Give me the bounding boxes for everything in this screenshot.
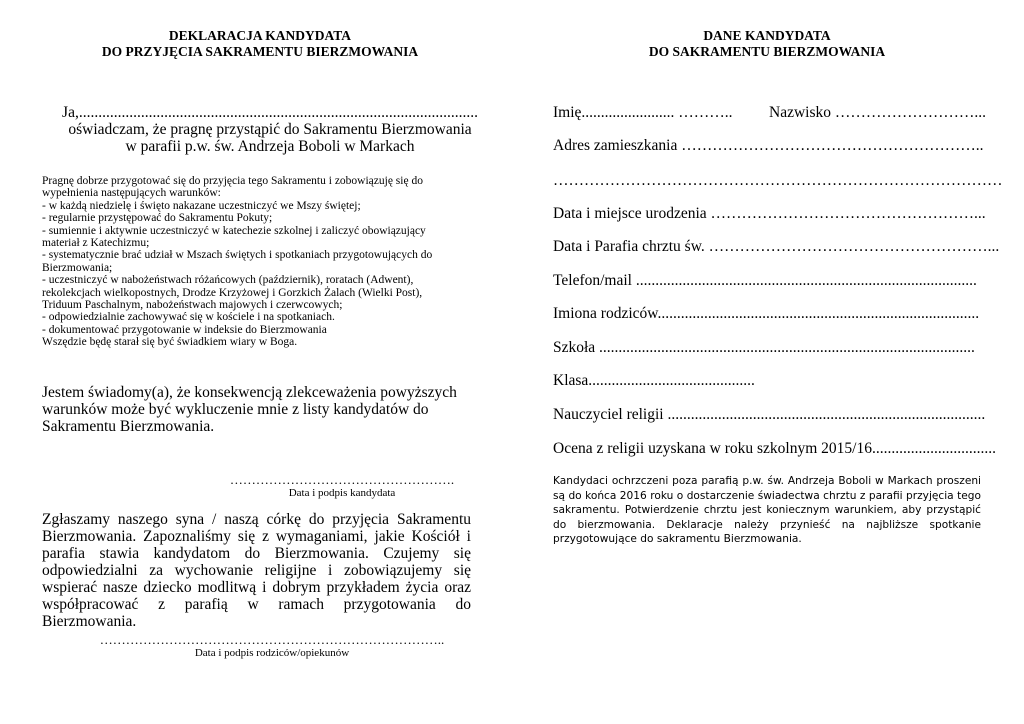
class-field[interactable]: Klasa........................................... [553, 372, 755, 389]
candidate-signature [212, 473, 472, 500]
baptism-date-parish-field[interactable]: Data i Parafia chrztu św. ………………………………………………... [553, 238, 1000, 255]
consequence-statement [42, 384, 472, 435]
parents-names-field[interactable]: Imiona rodziców................................................................................... [553, 305, 980, 322]
consequence-line: Jestem świadomy(a), że konsekwencją zlekceważenia powyższych [42, 384, 457, 401]
parent-signature-caption: Data i podpis rodziców/opiekunów [194, 647, 350, 659]
candidate-name-line[interactable]: Ja,....................................................................................................... [62, 104, 478, 121]
religion-grade-field[interactable]: Ocena z religii uzyskana w roku szkolnym 2015/16................................ [553, 440, 996, 457]
candidate-declaration [60, 104, 480, 155]
religion-teacher-field[interactable]: Nauczyciel religii .................................................................................. [553, 406, 986, 423]
condition-line: Wszędzie będę starał się być świadkiem wiary w Boga. [42, 336, 298, 349]
condition-line: - sumiennie i aktywnie uczestniczyć w katechezie szkolnej i zaliczyć obowiązujący [42, 224, 426, 237]
candidate-data-title-line1: DANE KANDYDATA [703, 28, 831, 43]
parent-signature-field[interactable]: …………………………………………………………………….. [99, 632, 445, 647]
condition-line: - w każdą niedzielę i święto nakazane uczestniczyć we Mszy świętej; [42, 199, 361, 212]
candidate-signature-caption: Data i podpis kandydata [288, 487, 396, 499]
parent-statement: Zgłaszamy naszego syna / naszą córkę do przyjęcia Sakramentu Bierzmowania. Zapoznaliśmy się z wymaganiami, jakie Kościół i parafia stawia kandydatom do Bierzmowania. Czujemy się odpowiedzialni za wychowanie religijne i zobowiązujemy się wspierać nasze dziecko modlitwą i dobrym przykładem życia oraz współpracować z parafią w ramach przygotowania do Bierzmowania. [42, 511, 471, 630]
declaration-text-line: oświadczam, że pragnę przystąpić do Sakramentu Bierzmowania [68, 121, 472, 138]
condition-line: - regularnie przystępować do Sakramentu Pokuty; [42, 212, 273, 225]
condition-line: Triduum Paschalnym, nabożeństwach majowych i czerwcowych; [42, 299, 343, 312]
address-field[interactable]: Adres zamieszkania ………………………………………………….. [553, 137, 984, 154]
condition-line: rekolekcjach wielkopostnych, Drodze Krzyżowej i Gorzkich Żalach (Wielki Post), [42, 286, 423, 299]
declaration-title-line2: DO PRZYJĘCIA SAKRAMENTU BIERZMOWANIA [101, 44, 419, 59]
condition-line: wypełnienia następujących warunków: [42, 187, 221, 200]
condition-line: Bierzmowania; [42, 261, 113, 274]
condition-line: - systematycznie brać udział w Mszach świętych i spotkaniach przygotowujących do [42, 249, 433, 262]
declaration-title [40, 28, 480, 60]
phone-email-field[interactable]: Telefon/mail ........................................................................................ [553, 272, 977, 289]
condition-line: - dokumentować przygotowanie w indeksie do Bierzmowania [42, 323, 327, 336]
consequence-line: Sakramentu Bierzmowania. [42, 418, 215, 435]
declaration-parish-line: w parafii p.w. św. Andrzeja Boboli w Markach [125, 138, 415, 155]
condition-line: materiał z Katechizmu; [42, 237, 150, 250]
baptism-certificate-note: Kandydaci ochrzczeni poza parafią p.w. św. Andrzeja Boboli w Markach proszeni są do końca 2016 roku o dostarczenie świadectwa chrztu z parafii przyjęcia tego sakramentu. Potwierdzenie chrztu jest koniecznym warunkiem, aby przystąpić do bierzmowania. Deklaracje należy przynieść na najbliższe spotkanie przygotowujące do sakramentu Bierzmowania. [553, 475, 981, 545]
first-name-field[interactable]: Imię........................ ……….. [553, 104, 733, 121]
candidate-data-title [542, 28, 992, 60]
candidate-data-title-line2: DO SAKRAMENTU BIERZMOWANIA [648, 44, 886, 59]
condition-line: - uczestniczyć w nabożeństwach różańcowych (październik), roratach (Adwent), [42, 274, 414, 287]
last-name-field[interactable]: Nazwisko ………………………... [769, 104, 986, 121]
condition-line: - odpowiedzialnie zachowywać się w kościele i na spotkaniach. [42, 311, 335, 324]
conditions-list [42, 175, 472, 349]
address-continuation-field[interactable]: …………………………………………………………………………… [553, 172, 1003, 189]
candidate-signature-field[interactable]: ……………………………………………. [229, 472, 455, 487]
declaration-title-line1: DEKLARACJA KANDYDATA [168, 28, 352, 43]
candidate-data-page [512, 0, 1024, 724]
parent-signature [72, 633, 472, 660]
condition-line: Pragnę dobrze przygotować się do przyjęcia tego Sakramentu i zobowiązuję się do [42, 175, 423, 187]
school-field[interactable]: Szkoła ................................................................................................. [553, 339, 975, 356]
birth-date-place-field[interactable]: Data i miejsce urodzenia ……………………………………………... [553, 205, 986, 222]
consequence-line: warunków może być wykluczenie mnie z listy kandydatów do [42, 401, 429, 418]
